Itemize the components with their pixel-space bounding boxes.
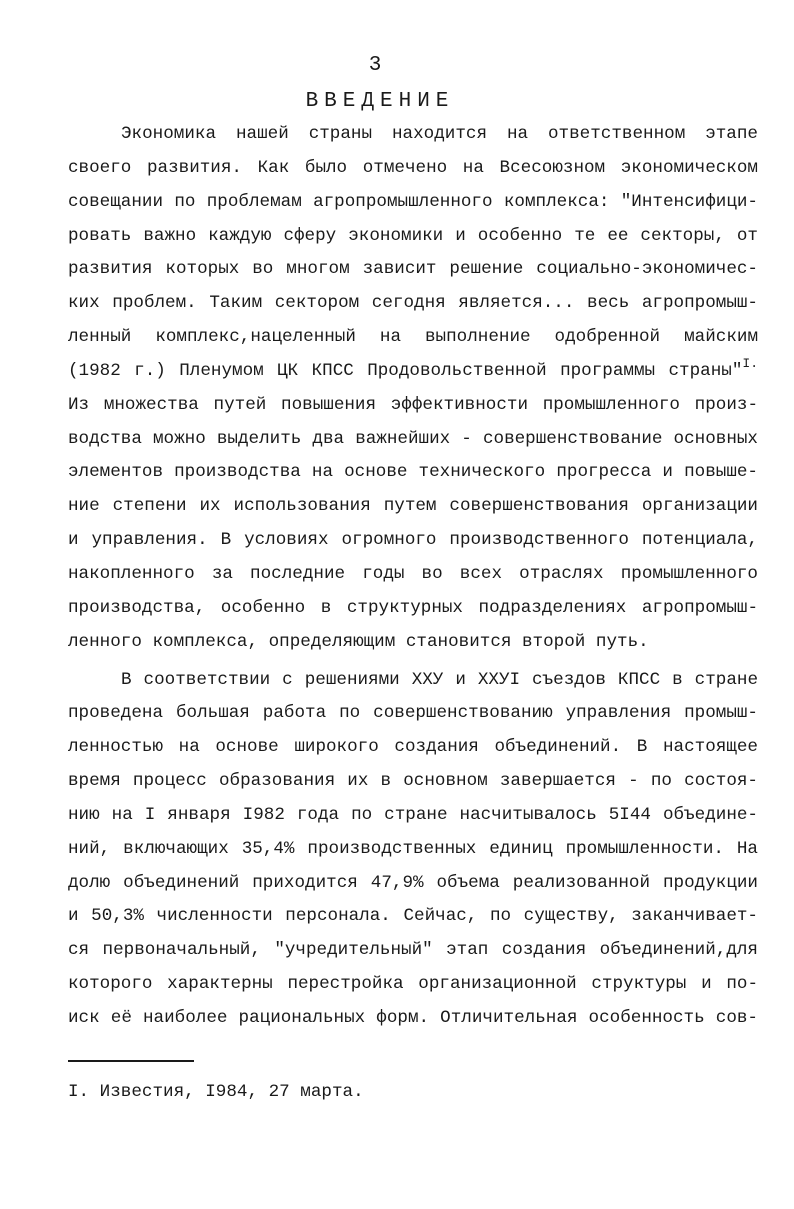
text-line: элементов производства на основе технического прогресса и повыше- (68, 462, 758, 483)
text-line: которого характерны перестройка организационной структуры и по- (68, 974, 758, 995)
text-line: производства, особенно в структурных подразделениях агропромыш- (68, 597, 758, 618)
text-line: нию на I января I982 года по стране насчитывалось 5I44 объедине- (68, 804, 758, 825)
text-line: В соответствии с решениями ХХУ и ХХУI съездов КПСС в стране (121, 669, 758, 690)
text-line: Экономика нашей страны находится на ответственном этапе (121, 124, 758, 144)
footnote-marker: I. (742, 355, 758, 371)
text-line: ких проблем. Таким сектором сегодня является... весь агропромыш- (68, 293, 758, 314)
text-line: долю объединений приходится 47,9% объема реализованной продукции (68, 872, 758, 893)
body-text (68, 118, 758, 1036)
section-heading: ВВЕДЕНИЕ (305, 90, 455, 113)
text-line: ленного комплекса, определяющим становится второй путь. (68, 631, 649, 652)
text-line: ленностью на основе широкого создания объединений. В настоящее (68, 737, 758, 758)
text-line: совещании по проблемам агропромышленного комплекса: "Интенсифици- (68, 191, 758, 212)
text-line: своего развития. Как было отмечено на Всесоюзном экономическом (68, 157, 758, 178)
text-line: проведена большая работа по совершенствованию управления промыш- (68, 703, 758, 724)
footnote-divider (68, 1060, 194, 1062)
text-line: водства можно выделить два важнейших - совершенствование основных (68, 428, 758, 449)
text-line: ся первоначальный, "учредительный" этап создания объединений,для (68, 940, 758, 961)
footnote: I. Известия, I984, 27 марта. (68, 1082, 364, 1102)
text-line: ний, включающих 35,4% производственных единиц промышленности. На (68, 838, 758, 859)
text-line-content: (1982 г.) Пленумом ЦК КПСС Продовольственной программы страны" (68, 360, 743, 381)
text-line: Из множества путей повышения эффективности промышленного произ- (68, 394, 758, 415)
text-line: ленный комплекс,нацеленный на выполнение одобренной майским (68, 327, 758, 348)
text-line: и управления. В условиях огромного производственного потенциала, (68, 530, 758, 551)
text-line: развития которых во многом зависит решение социально-экономичес- (68, 259, 758, 280)
text-line: ровать важно каждую сферу экономики и особенно те ее секторы, от (68, 225, 758, 246)
text-line: и 50,3% численности персонала. Сейчас, по существу, заканчивает- (68, 906, 758, 927)
text-line-with-footnote (68, 355, 758, 389)
text-line: время процесс образования их в основном завершается - по состоя- (68, 771, 758, 792)
text-line: ние степени их использования путем совершенствования организации (68, 496, 758, 517)
text-line: иск её наиболее рациональных форм. Отличительная особенность сов- (68, 1007, 758, 1028)
text-line: накопленного за последние годы во всех отраслях промышленного (68, 563, 758, 584)
page-number: 3 (368, 54, 382, 77)
